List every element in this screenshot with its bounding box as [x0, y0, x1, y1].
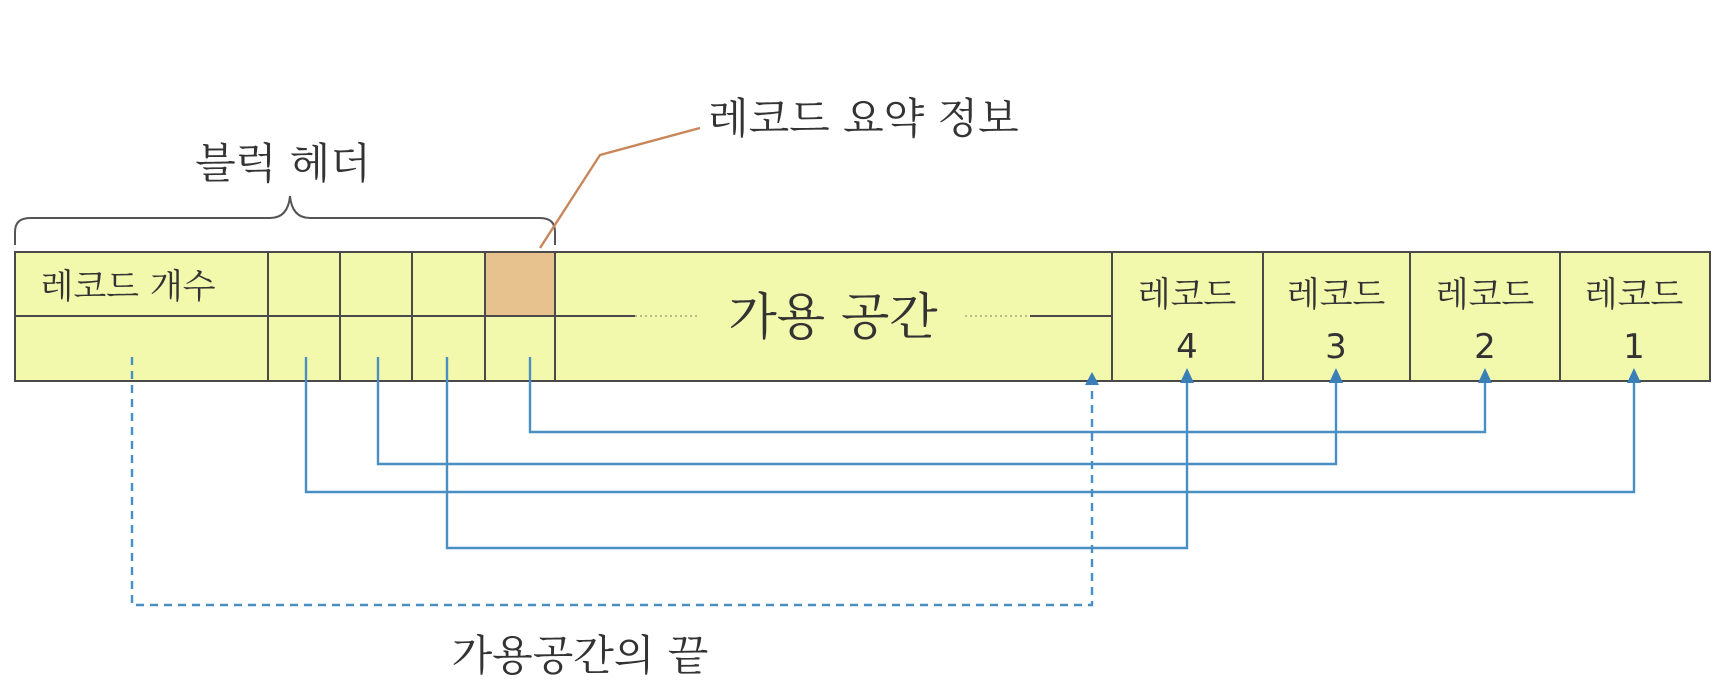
record-4-title: 레코드: [1137, 275, 1237, 315]
record-count-label: 레코드 개수: [40, 267, 216, 307]
pointer-to-free-space-end: [132, 357, 1092, 605]
free-space-label: 가용 공간: [728, 288, 938, 346]
record-3-number: 3: [1325, 327, 1347, 367]
record-2-number: 2: [1474, 327, 1496, 367]
record-3-title: 레코드: [1286, 275, 1386, 315]
record-1-number: 1: [1623, 327, 1645, 367]
record-1-title: 레코드: [1584, 275, 1684, 315]
free-space-end-label: 가용공간의 끝: [451, 631, 709, 680]
record-2-title: 레코드: [1435, 275, 1535, 315]
pointer-to-record-4: [447, 357, 1187, 548]
block-header-brace: [15, 196, 555, 245]
block-header-label: 블럭 헤더: [195, 139, 371, 188]
record-summary-label: 레코드 요약 정보: [708, 94, 1019, 143]
record-4-number: 4: [1176, 327, 1198, 367]
record-summary-cell: [485, 252, 555, 316]
record-summary-leader: [540, 128, 700, 248]
